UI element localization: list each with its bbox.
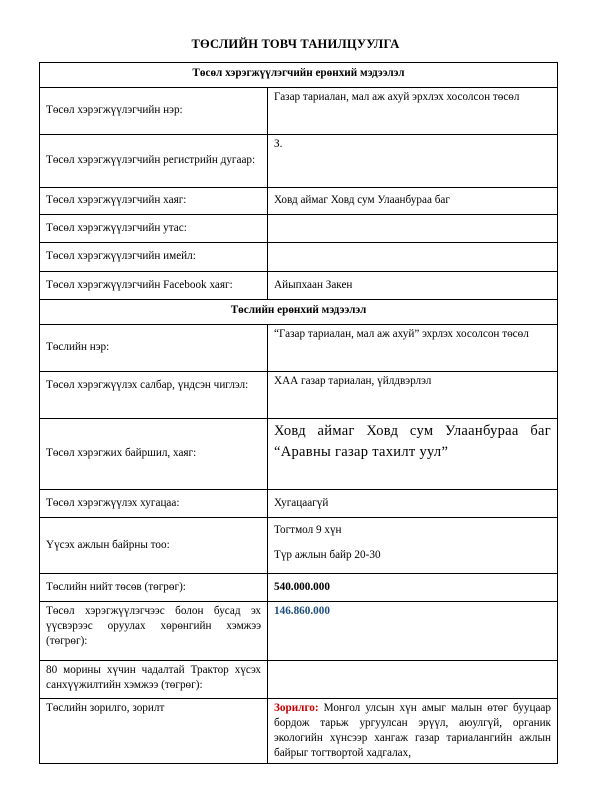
section-heading-implementer: Төсөл хэрэгжүүлэгчийн ерөнхий мэдээлэл — [40, 63, 558, 88]
project-name-label: Төслийн нэр: — [40, 325, 268, 372]
total-cost-label: Төслийн нийт төсөв (төгрөг): — [40, 574, 268, 602]
external-funding-label: Төсөл хэрэгжүүлэгчээс болон бусад эх үүсвэрээс оруулах хөрөнгийн хэмжээ (төгрөг): — [40, 602, 268, 661]
facebook-label: Төсөл хэрэгжүүлэгчийн Facebook хаяг: — [40, 272, 268, 300]
address-value: Ховд аймаг Ховд сум Улаанбураа баг — [268, 188, 558, 215]
jobs-value — [268, 518, 558, 574]
email-label: Төсөл хэрэгжүүлэгчийн имейл: — [40, 243, 268, 272]
phone-value — [268, 215, 558, 243]
goal-label: Төслийн зорилго, зорилт — [40, 699, 268, 764]
duration-label: Төсөл хэрэгжүүлэх хугацаа: — [40, 490, 268, 518]
location-value: Ховд аймаг Ховд сум Улаанбураа баг “Аравны газар тахилт уул” — [268, 419, 558, 490]
goal-value — [268, 699, 558, 764]
project-summary-table — [39, 62, 558, 764]
register-number-value: З. — [268, 135, 558, 188]
address-label: Төсөл хэрэгжүүлэгчийн хаяг: — [40, 188, 268, 215]
jobs-permanent: Тогтмол 9 хүн — [274, 524, 342, 536]
section-heading-project: Төслийн ерөнхий мэдээлэл — [40, 300, 558, 325]
jobs-temporary: Түр ажлын байр 20-30 — [274, 549, 381, 562]
sector-value: ХАА газар тариалан, үйлдвэрлэл — [268, 372, 558, 419]
implementer-name-label: Төсөл хэрэгжүүлэгчийн нэр: — [40, 88, 268, 135]
facebook-value: Айыпхаан Закен — [268, 272, 558, 300]
location-label: Төсөл хэрэгжих байршил, хаяг: — [40, 419, 268, 490]
total-cost-value: 540.000.000 — [268, 574, 558, 602]
document-title: ТӨСЛИЙН ТОВЧ ТАНИЛЦУУЛГА — [191, 37, 400, 51]
tractor-loan-label: 80 морины хүчин чадалтай Трактор хүсэх санхүүжилтийн хэмжээ (төгрөг): — [40, 661, 268, 699]
phone-label: Төсөл хэрэгжүүлэгчийн утас: — [40, 215, 268, 243]
implementer-name-value: Газар тариалан, мал аж ахуй эрхлэх хосолсон төсөл — [268, 88, 558, 135]
email-value — [268, 243, 558, 272]
duration-value: Хугацаагүй — [268, 490, 558, 518]
jobs-label: Үүсэх ажлын байрны тоо: — [40, 518, 268, 574]
register-number-label: Төсөл хэрэгжүүлэгчийн регистрийн дугаар: — [40, 135, 268, 188]
project-name-value: “Газар тариалан, мал аж ахуй” эхрлэх хосолсон төсөл — [268, 325, 558, 372]
goal-value-heading: Зорилго: — [274, 702, 319, 714]
external-funding-value: 146.860.000 — [268, 602, 558, 661]
goal-value-text: Монгол улсын хүн амыг малын өтөг бууцаар бордож тарьж ургуулсан эрүүл, аюулгүй, органик экологийн хүнсээр хангаж газар тариалангийн ажлын байрыг тогтвортой хадгалах, — [274, 702, 551, 760]
sector-label: Төсөл хэрэгжүүлэх салбар, үндсэн чиглэл: — [40, 372, 268, 419]
tractor-loan-value — [268, 661, 558, 699]
